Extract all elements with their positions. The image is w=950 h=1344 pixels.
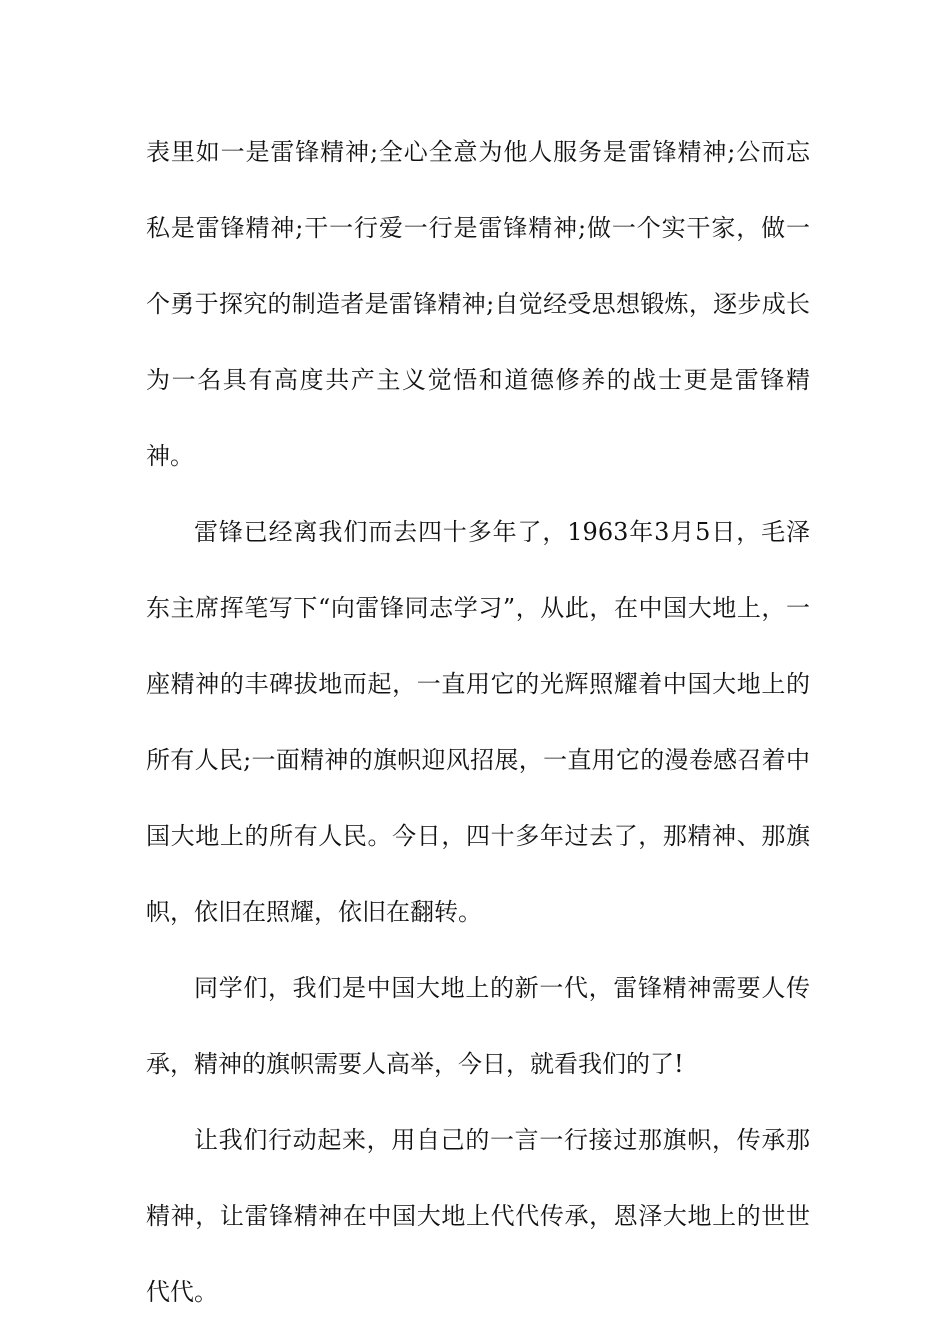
- paragraph-call-to-action: 让我们行动起来，用自己的一言一行接过那旗帜，传承那精神，让雷锋精神在中国大地上代代传承，恩泽大地上的世世代代。: [146, 1126, 810, 1306]
- paragraph-leifeng-history: 雷锋已经离我们而去四十多年了，1963年3月5日，毛泽东主席挥笔写下“向雷锋同志学习”，从此，在中国大地上，一座精神的丰碑拔地而起，一直用它的光辉照耀着中国大地上的所有人民;一面精神的旗帜迎风招展，一直用它的漫卷感召着中国大地上的所有人民。今日，四十多年过去了，那精神、那旗帜，依旧在照耀，依旧在翻转。: [146, 518, 810, 926]
- paragraph-continuation: 表里如一是雷锋精神;全心全意为他人服务是雷锋精神;公而忘私是雷锋精神;干一行爱一行是雷锋精神;做一个实干家，做一个勇于探究的制造者是雷锋精神;自觉经受思想锻炼，逐步成长为一名具有高度共产主义觉悟和道德修养的战士更是雷锋精神。: [146, 138, 810, 470]
- paragraph-new-generation: 同学们，我们是中国大地上的新一代，雷锋精神需要人传承，精神的旗帜需要人高举，今日，就看我们的了!: [146, 974, 810, 1078]
- document-body: [146, 114, 810, 1330]
